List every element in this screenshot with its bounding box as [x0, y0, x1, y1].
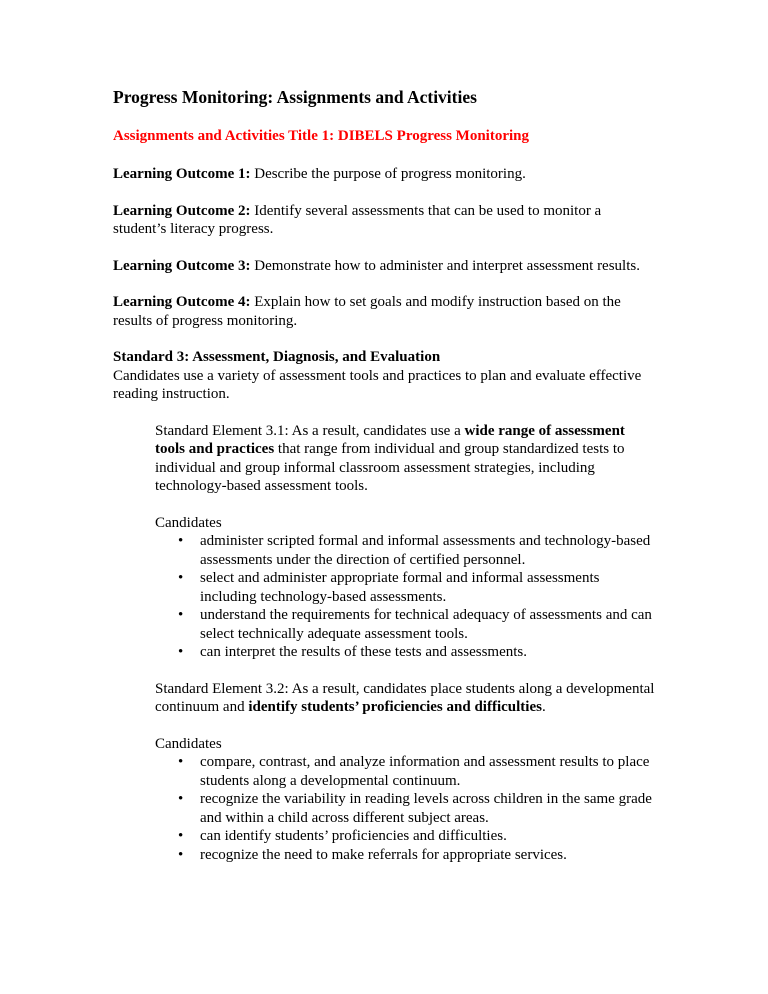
standard-element-3-2-intro-bold: identify students’ proficiencies and difficulties	[248, 699, 542, 715]
bullet-text: compare, contrast, and analyze information and assessment results to place students along a developmental continuum.	[200, 754, 650, 789]
standard-element-3-2-intro-pre: Standard Element 3.2: As a result, candidates place students along a developmental continuum and	[155, 680, 655, 715]
learning-outcome-3-label: Learning Outcome 3:	[113, 257, 251, 274]
list-item	[178, 790, 658, 827]
candidates-label-2: Candidates	[155, 735, 222, 752]
page-title: Progress Monitoring: Assignments and Activities	[113, 87, 477, 107]
bullet-icon: •	[178, 533, 184, 549]
bullet-icon: •	[178, 828, 184, 844]
standard-element-3-1	[155, 422, 658, 865]
learning-outcome-2	[113, 202, 658, 239]
bullet-text: recognize the variability in reading levels across children in the same grade and within a child across different subject areas.	[200, 791, 652, 826]
standard-element-3-1-intro-pre: Standard Element 3.1: As a result, candidates use a	[155, 422, 465, 439]
bullet-text: can interpret the results of these tests and assessments.	[200, 644, 527, 660]
learning-outcome-3	[113, 257, 658, 276]
list-item	[178, 827, 658, 846]
learning-outcome-2-text: Identify several assessments that can be used to monitor a student’s literacy progress.	[113, 202, 602, 237]
standard-element-3-2-intro	[155, 680, 658, 717]
learning-outcome-1	[113, 165, 658, 184]
standard-3-heading: Standard 3: Assessment, Diagnosis, and Evaluation	[113, 349, 441, 365]
candidates-bullet-list-1	[155, 532, 658, 662]
list-item	[178, 606, 658, 643]
assignment-subtitle: Assignments and Activities Title 1: DIBELS Progress Monitoring	[113, 128, 530, 144]
learning-outcome-4-text: Explain how to set goals and modify instruction based on the results of progress monitoring.	[113, 294, 621, 329]
bullet-text: can identify students’ proficiencies and difficulties.	[200, 828, 507, 844]
learning-outcome-4-label: Learning Outcome 4:	[113, 294, 251, 310]
bullet-icon: •	[178, 791, 184, 807]
standard-3-block	[113, 348, 658, 404]
bullet-icon: •	[178, 607, 184, 623]
learning-outcome-4	[113, 293, 658, 330]
standard-element-3-1-intro-post: that range from individual and group standardized tests to individual and group informal classroom assessment strategies, including technology-based assessment tools.	[155, 441, 625, 494]
standard-element-3-1-intro-bold: wide range of assessment tools and practices	[155, 422, 625, 457]
list-item	[178, 753, 658, 790]
learning-outcome-1-label: Learning Outcome 1:	[113, 166, 251, 182]
standard-element-3-2-intro-post: .	[541, 699, 546, 715]
list-item	[178, 846, 658, 865]
learning-outcome-1-text: Describe the purpose of progress monitoring.	[250, 166, 526, 182]
standard-3-description: Candidates use a variety of assessment tools and practices to plan and evaluate effective reading instruction.	[113, 367, 642, 402]
list-item	[178, 532, 658, 569]
bullet-text: select and administer appropriate formal and informal assessments including technology-based assessments.	[200, 570, 600, 605]
bullet-icon: •	[178, 754, 184, 770]
standard-element-3-1-intro	[155, 422, 658, 496]
candidates-bullet-list-2	[155, 753, 658, 864]
bullet-text: administer scripted formal and informal assessments and technology-based assessments under the direction of certified personnel.	[200, 533, 651, 568]
candidates-label-1: Candidates	[155, 514, 222, 531]
bullet-icon: •	[178, 644, 184, 660]
bullet-text: recognize the need to make referrals for appropriate services.	[200, 846, 567, 863]
bullet-icon: •	[178, 846, 184, 863]
learning-outcome-2-label: Learning Outcome 2:	[113, 202, 251, 219]
bullet-text: understand the requirements for technical adequacy of assessments and can select technically adequate assessment tools.	[200, 607, 652, 642]
list-item	[178, 643, 658, 662]
bullet-icon: •	[178, 570, 184, 586]
list-item	[178, 569, 658, 606]
learning-outcome-3-text: Demonstrate how to administer and interpret assessment results.	[250, 257, 640, 274]
